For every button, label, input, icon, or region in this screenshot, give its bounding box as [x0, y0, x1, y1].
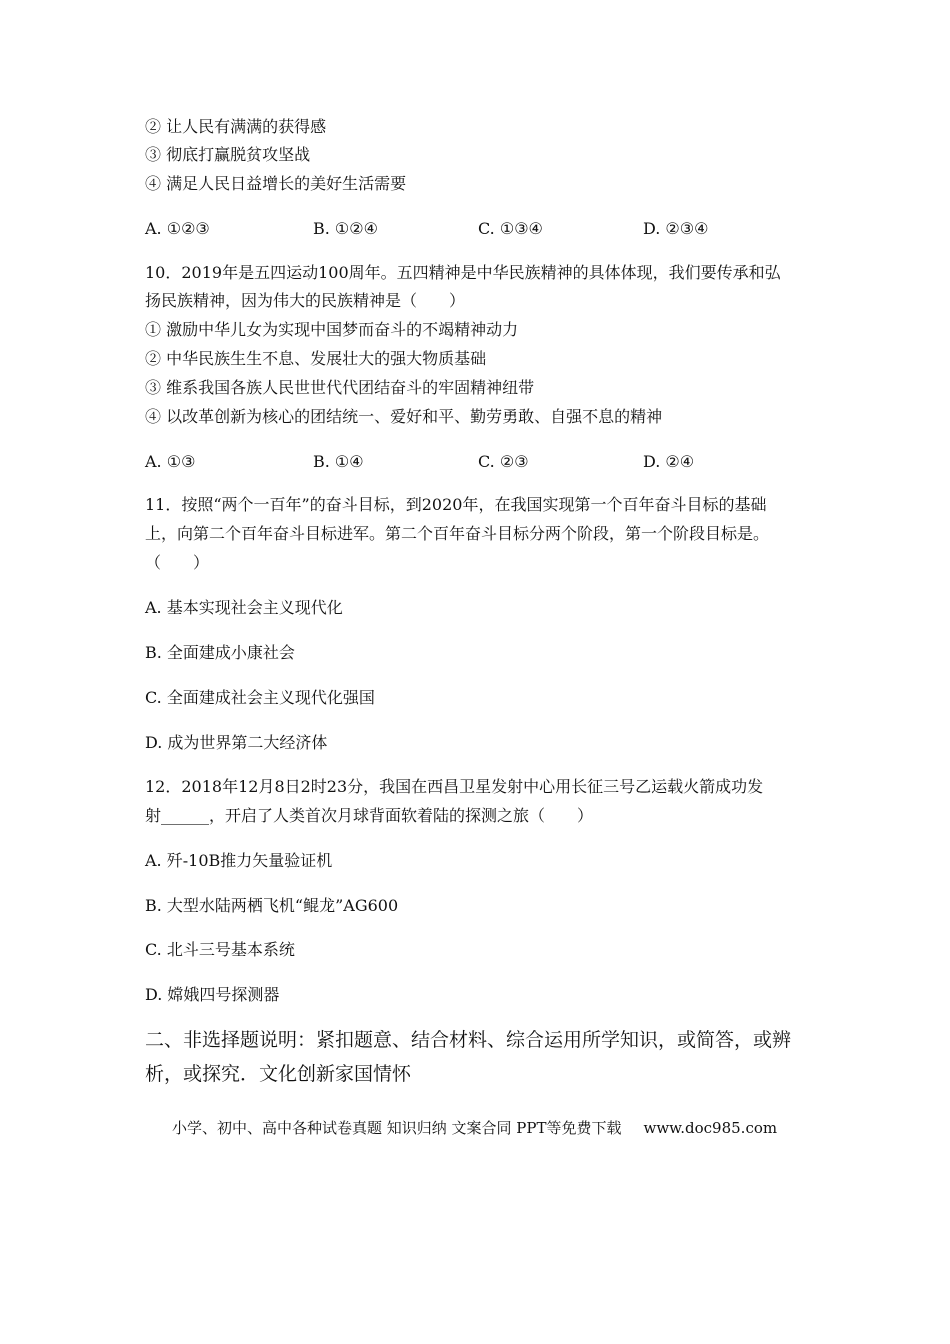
q10-option-a: A. ①③ — [145, 452, 196, 471]
q12-option-b: B. 大型水陆两栖飞机“鲲龙”AG600 — [145, 896, 399, 915]
q10-stem-line2: 扬民族精神，因为伟大的民族精神是（ ） — [145, 291, 466, 310]
q10-statement-3: ③ 维系我国各族人民世世代代团结奋斗的牢固精神纽带 — [145, 378, 535, 397]
q12-stem-line1: 12．2018年12月8日2时23分，我国在西昌卫星发射中心用长征三号乙运载火箭成功发 — [145, 777, 764, 796]
footer-url: www.doc985.com — [643, 1119, 778, 1137]
q11-option-b: B. 全面建成小康社会 — [145, 643, 295, 662]
q9-option-b: B. ①②④ — [313, 219, 378, 238]
section-heading-line1: 二、非选择题说明：紧扣题意、结合材料、综合运用所学知识，或简答，或辨 — [145, 1029, 792, 1051]
q11-option-a: A. 基本实现社会主义现代化 — [145, 598, 343, 617]
footer-text: 小学、初中、高中各种试卷真题 知识归纳 文案合同 PPT等免费下载 — [172, 1119, 622, 1137]
q10-option-b: B. ①④ — [313, 452, 364, 471]
q12-option-a: A. 歼-10B推力矢量验证机 — [145, 851, 333, 870]
q10-statement-2: ② 中华民族生生不息、发展壮大的强大物质基础 — [145, 349, 487, 368]
q9-statement-3: ③ 彻底打赢脱贫攻坚战 — [145, 145, 311, 164]
q12-stem-line2: 射______，开启了人类首次月球背面软着陆的探测之旅（ ） — [145, 806, 594, 825]
q10-stem-line1: 10．2019年是五四运动100周年。五四精神是中华民族精神的具体体现，我们要传承和弘 — [145, 263, 781, 282]
q12-option-d: D. 嫦娥四号探测器 — [145, 985, 280, 1004]
q10-statement-1: ① 激励中华儿女为实现中国梦而奋斗的不竭精神动力 — [145, 320, 519, 339]
page-footer — [172, 1118, 777, 1138]
q9-option-c: C. ①③④ — [478, 219, 543, 238]
q10-statement-4: ④ 以改革创新为核心的团结统一、爱好和平、勤劳勇敢、自强不息的精神 — [145, 407, 663, 426]
q9-option-a: A. ①②③ — [145, 219, 210, 238]
q11-option-d: D. 成为世界第二大经济体 — [145, 733, 328, 752]
q11-stem-line1: 11．按照“两个一百年”的奋斗目标，到2020年，在我国实现第一个百年奋斗目标的基础 — [145, 495, 767, 514]
q9-statement-2: ② 让人民有满满的获得感 — [145, 117, 327, 136]
q9-option-d: D. ②③④ — [643, 219, 709, 238]
q11-stem-line3: （ ） — [145, 553, 210, 572]
q11-option-c: C. 全面建成社会主义现代化强国 — [145, 688, 375, 707]
section-heading-line2: 析，或探究．文化创新家国情怀 — [145, 1063, 412, 1085]
q10-option-d: D. ②④ — [643, 452, 695, 471]
q11-stem-line2: 上，向第二个百年奋斗目标进军。第二个百年奋斗目标分两个阶段，第一个阶段目标是。 — [145, 524, 770, 543]
q10-option-c: C. ②③ — [478, 452, 529, 471]
q12-option-c: C. 北斗三号基本系统 — [145, 940, 295, 959]
q9-statement-4: ④ 满足人民日益增长的美好生活需要 — [145, 174, 407, 193]
